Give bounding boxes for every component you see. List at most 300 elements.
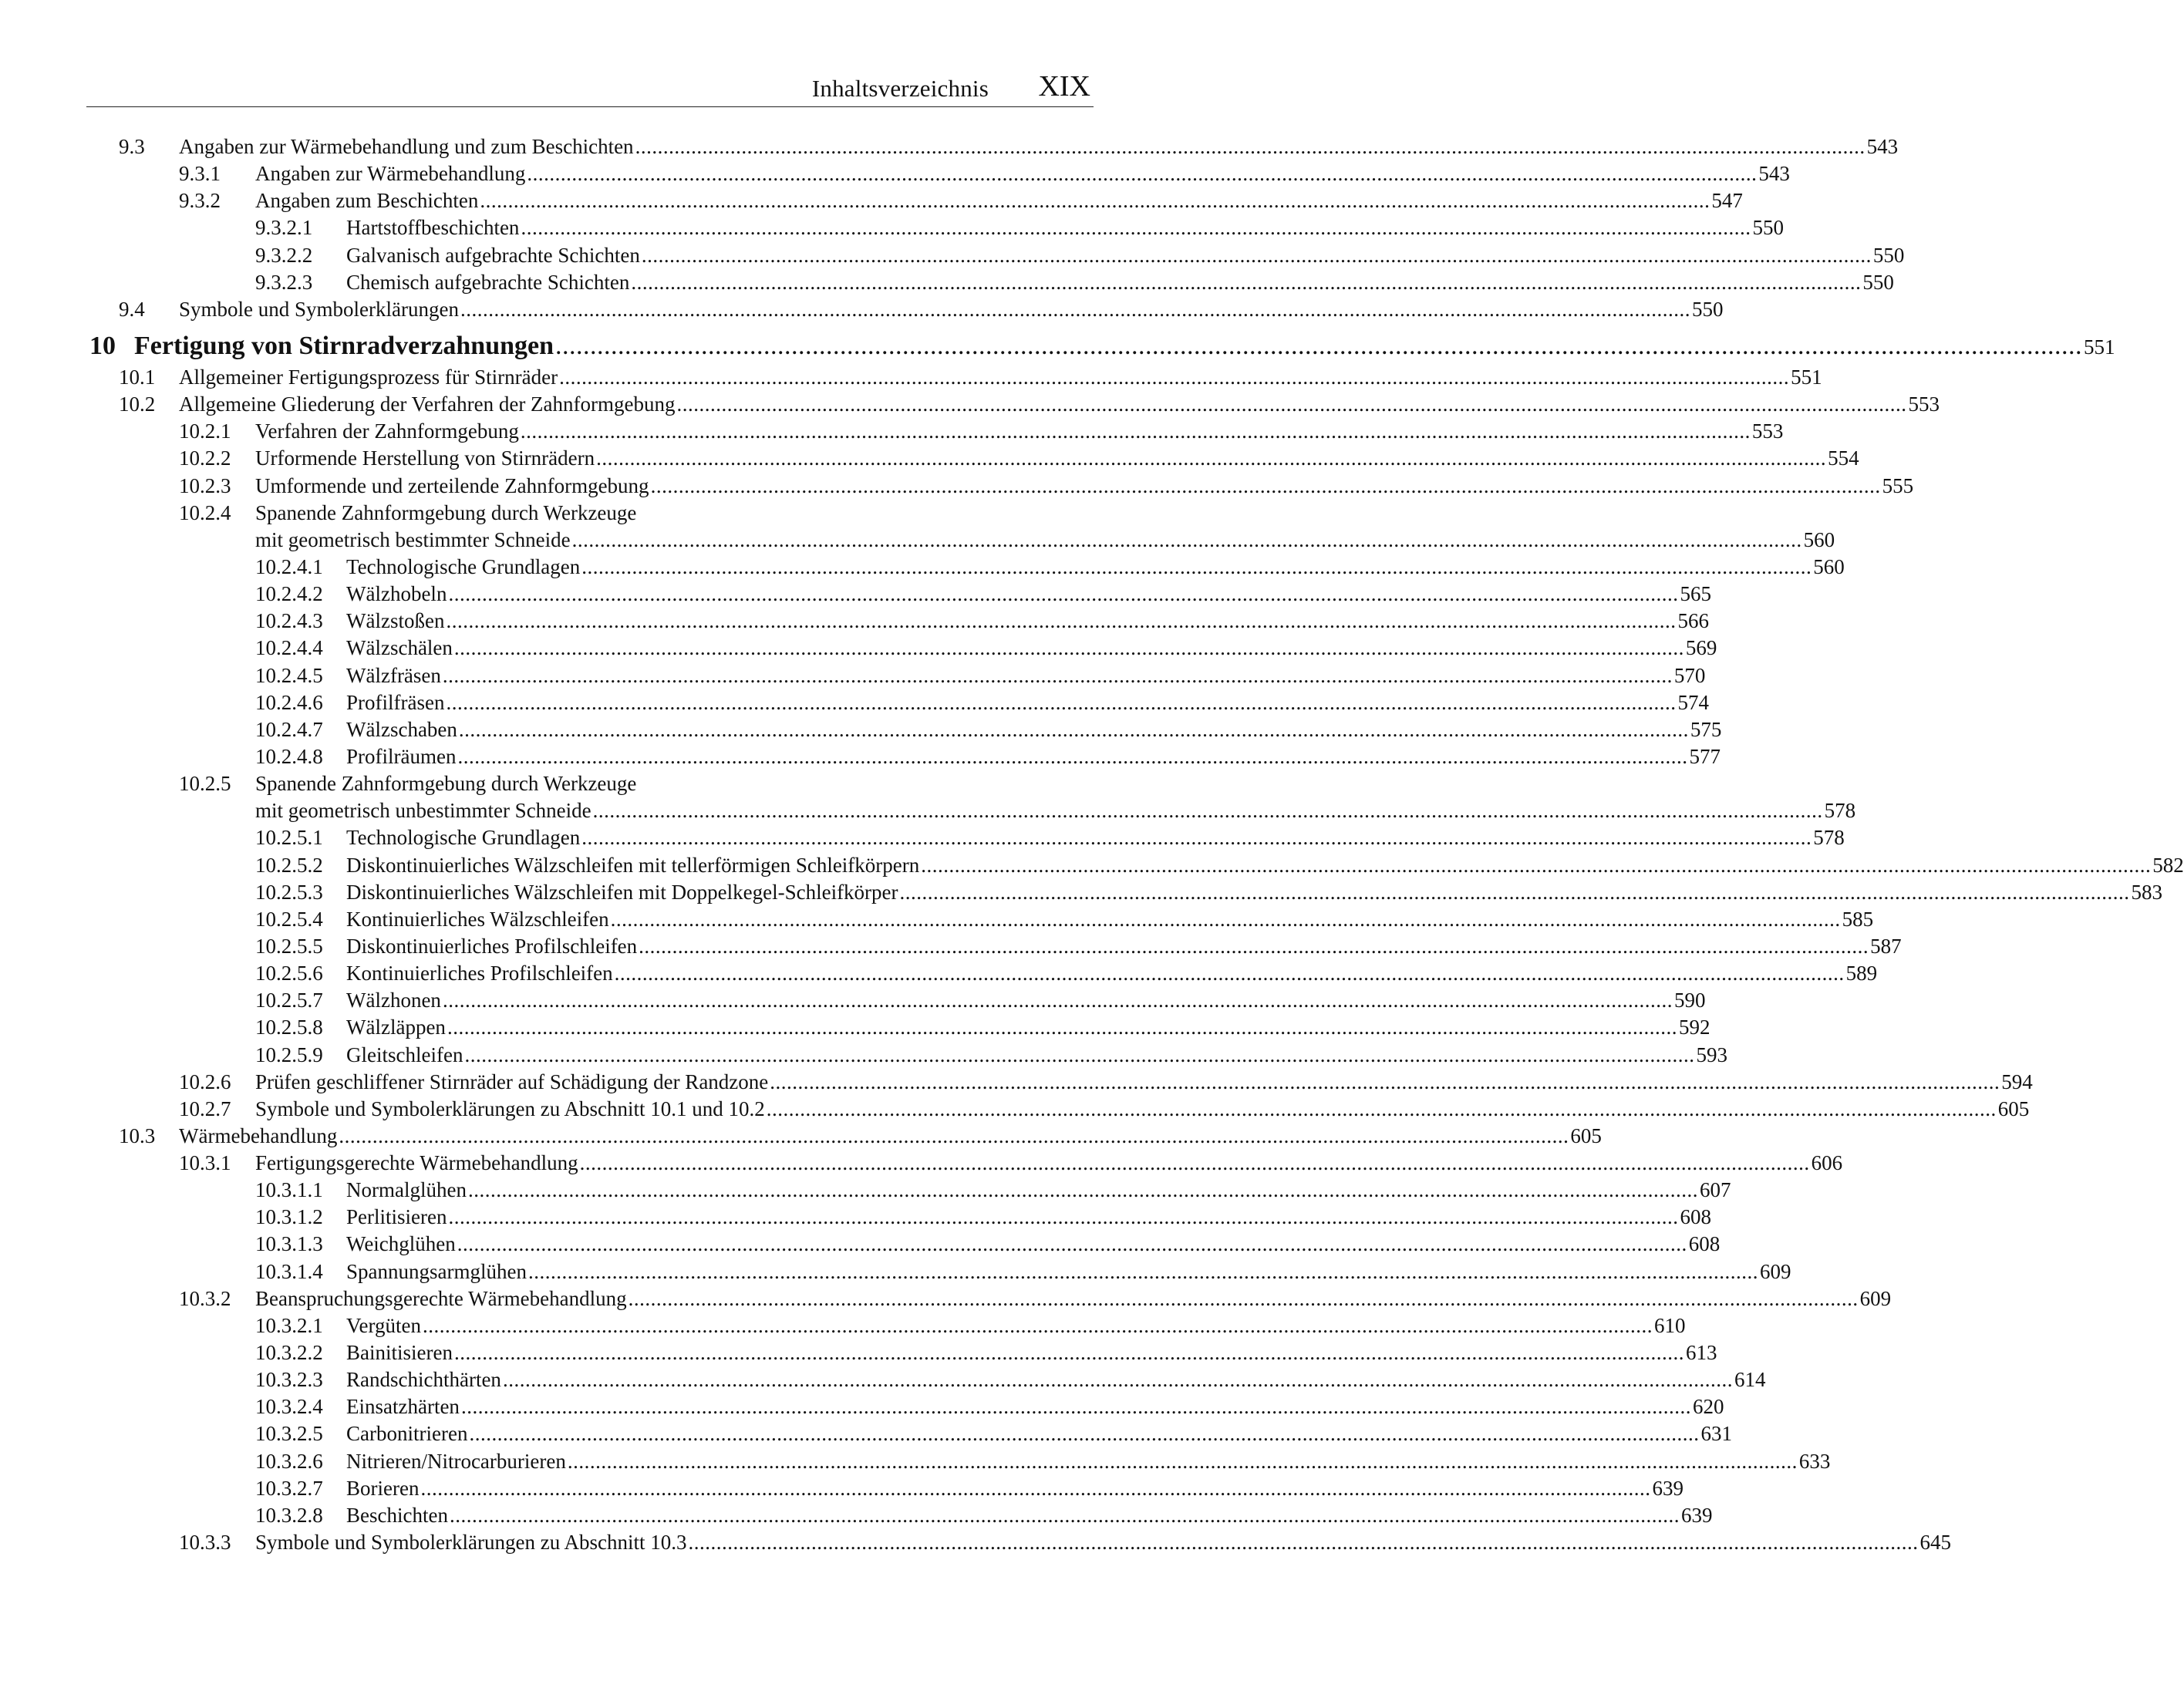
toc-entry-line: [346, 581, 1711, 608]
toc-entry-title: Galvanisch aufgebrachte Schichten: [346, 243, 640, 267]
toc-entry-page-number: 554: [1828, 446, 1859, 470]
toc-entry-page-number: 606: [1811, 1151, 1843, 1175]
toc-entry-line: [346, 1502, 1713, 1529]
dot-leader: ............................................................................................................................................................................................................................: [527, 162, 1758, 186]
toc-entry-number: 10.2.4: [179, 500, 231, 524]
toc-entry-title: Profilfräsen: [346, 690, 445, 714]
dot-leader: ............................................................................................................................................................................................................................: [628, 1286, 1859, 1310]
toc-entry-line: [179, 133, 1899, 160]
toc-entry-page-number: 582: [2152, 853, 2184, 877]
toc-entry-number: 10.3.1.1: [255, 1178, 323, 1202]
toc-entry[interactable]: [86, 269, 1894, 296]
toc-entry-title: Weichglühen: [346, 1232, 456, 1256]
toc-entry-number: 10.2.5.1: [255, 826, 323, 850]
toc-entry-page-number: 639: [1652, 1476, 1684, 1500]
toc-entry[interactable]: [86, 1204, 1711, 1231]
toc-entry-number: 9.3.2: [179, 189, 221, 213]
dot-leader: ............................................................................................................................................................................................................................: [521, 216, 1751, 240]
toc-entry-line: [255, 1529, 1951, 1556]
toc-entry-title: Wälzläppen: [346, 1016, 446, 1039]
toc-entry-title: mit geometrisch bestimmter Schneide: [255, 527, 571, 551]
toc-entry-number: 10.2.5.3: [255, 880, 323, 904]
toc-entry-number: 10.3.2.1: [255, 1313, 323, 1337]
toc-entry-page-number: 560: [1813, 554, 1845, 578]
toc-entry-title: Diskontinuierliches Profilschleifen: [346, 934, 638, 958]
toc-entry-page-number: 578: [1813, 826, 1845, 850]
toc-entry-page-number: 590: [1673, 989, 1706, 1012]
toc-entry-page-number: 609: [1759, 1259, 1791, 1283]
toc-entry[interactable]: [86, 1502, 1713, 1529]
toc-entry[interactable]: [86, 1339, 1717, 1366]
toc-entry-line: [346, 689, 1709, 716]
toc-entry[interactable]: [86, 689, 1709, 716]
dot-leader: ............................................................................................................................................................................................................................: [581, 554, 1812, 578]
toc-entry-line: [346, 1177, 1731, 1204]
toc-entry-line: [346, 608, 1709, 635]
dot-leader: ............................................................................................................................................................................................................................: [650, 473, 1881, 497]
toc-entry-line: [255, 1069, 2033, 1096]
toc-entry-title: Hartstoffbeschichten: [346, 216, 520, 240]
toc-entry-number: 10.2.5.8: [255, 1016, 323, 1039]
toc-entry-title: Prüfen geschliffener Stirnräder auf Schädigung der Randzone: [255, 1070, 769, 1093]
toc-entry-page-number: 645: [1919, 1531, 1951, 1555]
toc-entry-line: [134, 328, 2115, 365]
toc-entry-page-number: 566: [1677, 609, 1709, 633]
toc-entry[interactable]: [86, 1096, 2030, 1123]
toc-entry-number: 9.3: [119, 135, 145, 158]
toc-entry-number: 10.2.5.9: [255, 1043, 323, 1066]
toc-entry-page-number: 575: [1690, 717, 1722, 741]
dot-leader: ............................................................................................................................................................................................................................: [899, 880, 2130, 904]
toc-entry[interactable]: [86, 1448, 1831, 1475]
dot-leader: ............................................................................................................................................................................................................................: [614, 962, 1845, 985]
toc-entry-number: 10.2.1: [179, 419, 231, 443]
toc-entry-line: [346, 1339, 1717, 1366]
running-header-title: Inhaltsverzeichnis: [811, 75, 989, 102]
toc-entry-number: 10.2.5.6: [255, 962, 323, 985]
toc-entry[interactable]: [86, 635, 1717, 662]
dot-leader: ............................................................................................................................................................................................................................: [641, 243, 1872, 267]
toc-entry-title: Allgemeiner Fertigungsprozess für Stirnräder: [179, 365, 558, 389]
toc-entry-line: [255, 418, 1784, 445]
toc-entry-number: 10.2.3: [179, 473, 231, 497]
toc-chapter-entry[interactable]: [86, 328, 2115, 364]
toc-entry[interactable]: [86, 554, 1845, 581]
dot-leader: ............................................................................................................................................................................................................................: [527, 1259, 1758, 1283]
toc-entry[interactable]: [86, 242, 1905, 269]
toc-entry[interactable]: [86, 1177, 1731, 1204]
toc-entry-line: [255, 1150, 1843, 1177]
toc-entry-line: [346, 269, 1894, 296]
toc-entry-page-number: 594: [2001, 1070, 2033, 1093]
toc-entry-title: Verfahren der Zahnformgebung: [255, 419, 519, 443]
toc-entry-line: [255, 797, 1856, 824]
dot-leader: ............................................................................................................................................................................................................................: [442, 663, 1673, 687]
toc-entry-line: [255, 770, 636, 797]
dot-leader: ............................................................................................................................................................................................................................: [460, 297, 1690, 321]
toc-entry-page-number: 550: [1752, 216, 1784, 240]
dot-leader: ............................................................................................................................................................................................................................: [458, 717, 1689, 741]
toc-entry-title: Urformende Herstellung von Stirnrädern: [255, 446, 595, 470]
toc-entry-title: Wälzstoßen: [346, 609, 445, 633]
table-of-contents: [86, 133, 2184, 1556]
toc-entry-page-number: 609: [1859, 1286, 1892, 1310]
toc-entry-number: 10: [89, 331, 116, 360]
toc-entry-page-number: 550: [1872, 243, 1905, 267]
toc-entry-title: Spanende Zahnformgebung durch Werkzeuge: [255, 500, 637, 524]
toc-entry[interactable]: [86, 608, 1709, 635]
toc-entry-page-number: 574: [1677, 690, 1709, 714]
toc-entry-line: [346, 554, 1845, 581]
toc-entry-title: Wälzfräsen: [346, 663, 441, 687]
toc-entry-line: [346, 242, 1905, 269]
toc-entry[interactable]: [86, 418, 1784, 445]
toc-entry-page-number: 605: [1997, 1097, 2030, 1120]
toc-entry-line: [346, 1312, 1686, 1339]
dot-leader: ............................................................................................................................................................................................................................: [460, 1395, 1691, 1419]
toc-entry-title: Technologische Grundlagen: [346, 554, 581, 578]
toc-entry[interactable]: [86, 770, 1094, 797]
dot-leader: ............................................................................................................................................................................................................................: [571, 527, 1802, 551]
toc-entry[interactable]: [86, 987, 1706, 1014]
toc-entry-number: 10.3.3: [179, 1531, 231, 1555]
toc-entry-page-number: 578: [1824, 799, 1856, 823]
toc-entry-page-number: 570: [1673, 663, 1706, 687]
toc-entry-page-number: 620: [1692, 1395, 1724, 1419]
toc-entry-line: [346, 1475, 1684, 1502]
toc-entry-number: 10.2.4.5: [255, 663, 323, 687]
toc-entry-number: 10.2.4.8: [255, 744, 323, 768]
toc-entry[interactable]: [86, 187, 1743, 214]
toc-entry-number: 10.3.1.3: [255, 1232, 323, 1256]
toc-entry-number: 10.2.4.4: [255, 636, 323, 660]
toc-entry-title: Diskontinuierliches Wälzschleifen mit Doppelkegel-Schleifkörper: [346, 880, 898, 904]
toc-entry-title: Wälzschälen: [346, 636, 453, 660]
toc-entry-page-number: 592: [1678, 1016, 1710, 1039]
toc-entry-line: [346, 879, 2163, 906]
toc-entry-title: Bainitisieren: [346, 1341, 453, 1365]
toc-entry-number: 10.2.5.7: [255, 989, 323, 1012]
toc-entry-title: Randschichthärten: [346, 1368, 501, 1392]
toc-entry-number: 10.3.2.7: [255, 1476, 323, 1500]
toc-entry-line: [346, 933, 1902, 960]
toc-entry-title: Einsatzhärten: [346, 1395, 460, 1419]
toc-entry-line: [346, 960, 1878, 987]
toc-entry-title: Angaben zur Wärmebehandlung: [255, 162, 526, 186]
toc-entry[interactable]: [86, 1231, 1721, 1258]
toc-entry-number: 9.3.1: [179, 162, 221, 186]
dot-leader: ............................................................................................................................................................................................................................: [639, 934, 1869, 958]
toc-entry-title: Kontinuierliches Wälzschleifen: [346, 907, 609, 931]
toc-entry-line: [255, 445, 1859, 472]
dot-leader: ............................................................................................................................................................................................................................: [596, 446, 1827, 470]
dot-leader: ............................................................................................................................................................................................................................: [446, 609, 1677, 633]
toc-entry-line: [346, 1014, 1710, 1041]
toc-entry-line: [346, 1393, 1724, 1420]
toc-entry-title: Nitrieren/Nitrocarburieren: [346, 1449, 566, 1473]
toc-entry-line: [179, 296, 1724, 323]
toc-entry[interactable]: [86, 662, 1706, 689]
toc-entry-title: Diskontinuierliches Wälzschleifen mit tellerförmigen Schleifkörpern: [346, 853, 920, 877]
toc-entry-line: [346, 906, 1874, 933]
running-header-page-number: XIX: [1038, 70, 1090, 103]
toc-entry-title: Carbonitrieren: [346, 1422, 468, 1446]
toc-entry[interactable]: [86, 1475, 1684, 1502]
toc-entry-line: [255, 500, 636, 527]
toc-entry-title: Perlitisieren: [346, 1205, 447, 1229]
dot-leader: ............................................................................................................................................................................................................................: [766, 1097, 1997, 1120]
toc-entry-page-number: 639: [1680, 1503, 1713, 1527]
toc-entry-page-number: 605: [1570, 1124, 1602, 1147]
toc-entry-number: 10.3.2: [179, 1286, 231, 1310]
dot-leader: ............................................................................................................................................................................................................................: [676, 392, 1907, 416]
toc-entry[interactable]: [86, 527, 1835, 554]
toc-entry-line: [346, 1420, 1732, 1447]
toc-entry-page-number: 550: [1862, 270, 1894, 294]
toc-entry[interactable]: [86, 743, 1721, 770]
toc-entry-page-number: 593: [1696, 1043, 1727, 1066]
toc-entry[interactable]: [86, 473, 1914, 500]
toc-entry-title: Fertigungsgerechte Wärmebehandlung: [255, 1151, 578, 1175]
toc-entry-line: [346, 824, 1845, 851]
toc-entry-number: 10.3.1.4: [255, 1259, 323, 1283]
dot-leader: ............................................................................................................................................................................................................................: [464, 1043, 1695, 1066]
toc-entry-page-number: 608: [1688, 1232, 1721, 1256]
toc-entry-line: [255, 160, 1790, 187]
toc-entry-page-number: 587: [1870, 934, 1902, 958]
toc-entry[interactable]: [86, 581, 1711, 608]
toc-entry[interactable]: [86, 824, 1845, 851]
toc-entry-number: 10.2.4.1: [255, 554, 323, 578]
toc-entry[interactable]: [86, 1150, 1843, 1177]
toc-entry-title: Symbole und Symbolerklärungen: [179, 297, 459, 321]
toc-entry[interactable]: [86, 933, 1902, 960]
toc-entry-title: Wälzschaben: [346, 717, 457, 741]
toc-entry-number: 10.3.2.2: [255, 1341, 323, 1365]
toc-entry-number: 10.2.5.4: [255, 907, 323, 931]
toc-entry-line: [346, 662, 1706, 689]
toc-entry-number: 10.2.5.5: [255, 934, 323, 958]
toc-entry-line: [346, 635, 1717, 662]
toc-entry-title: Symbole und Symbolerklärungen zu Abschnitt 10.1 und 10.2: [255, 1097, 765, 1120]
toc-entry-page-number: 610: [1653, 1313, 1686, 1337]
dot-leader: ............................................................................................................................................................................................................................: [339, 1124, 1569, 1147]
toc-entry-title: Wälzhonen: [346, 989, 441, 1012]
toc-entry-page-number: 553: [1751, 419, 1784, 443]
toc-entry-title: Symbole und Symbolerklärungen zu Abschnitt 10.3: [255, 1531, 687, 1555]
toc-entry-title: Wälzhobeln: [346, 582, 447, 606]
dot-leader: ............................................................................................................................................................................................................................: [635, 135, 1866, 158]
dot-leader: ............................................................................................................................................................................................................................: [559, 365, 1790, 389]
toc-entry-title: Chemisch aufgebrachte Schichten: [346, 270, 630, 294]
toc-entry-page-number: 589: [1845, 962, 1878, 985]
page-header: [86, 71, 1094, 107]
toc-entry[interactable]: [86, 960, 1878, 987]
toc-entry-page-number: 543: [1758, 162, 1790, 186]
toc-entry-title: Gleitschleifen: [346, 1043, 463, 1066]
toc-entry-title: Fertigung von Stirnradverzahnungen: [134, 331, 554, 360]
dot-leader: ............................................................................................................................................................................................................................: [453, 1341, 1684, 1365]
dot-leader: ............................................................................................................................................................................................................................: [442, 989, 1673, 1012]
dot-leader: ............................................................................................................................................................................................................................: [457, 744, 1688, 768]
toc-entry[interactable]: [86, 160, 1790, 187]
dot-leader: ............................................................................................................................................................................................................................: [592, 799, 1823, 823]
toc-entry-title: Kontinuierliches Profilschleifen: [346, 962, 613, 985]
dot-leader: ............................................................................................................................................................................................................................: [520, 419, 1751, 443]
dot-leader: ............................................................................................................................................................................................................................: [447, 1016, 1677, 1039]
toc-entry-title: Wärmebehandlung: [179, 1124, 338, 1147]
toc-entry[interactable]: [86, 716, 1722, 743]
toc-entry-number: 10.3: [119, 1124, 156, 1147]
dot-leader: ............................................................................................................................................................................................................................: [631, 270, 1862, 294]
toc-entry-line: [346, 1366, 1766, 1393]
dot-leader: ............................................................................................................................................................................................................................: [688, 1531, 1919, 1555]
toc-entry-page-number: 551: [1791, 365, 1822, 389]
dot-leader: ............................................................................................................................................................................................................................: [420, 1476, 1651, 1500]
toc-entry-page-number: 565: [1680, 582, 1711, 606]
toc-entry-page-number: 585: [1842, 907, 1874, 931]
toc-entry-page-number: 577: [1689, 744, 1721, 768]
toc-entry-number: 9.3.2.1: [255, 216, 313, 240]
toc-entry-number: 10.2.5.2: [255, 853, 323, 877]
toc-entry-number: 10.2.7: [179, 1097, 231, 1120]
toc-entry[interactable]: [86, 1312, 1686, 1339]
toc-entry-page-number: 555: [1882, 473, 1914, 497]
toc-entry[interactable]: [86, 1014, 1710, 1041]
toc-entry[interactable]: [86, 364, 1822, 391]
dot-leader: ............................................................................................................................................................................................................................: [921, 853, 2152, 877]
toc-entry-number: 10.3.2.8: [255, 1503, 323, 1527]
toc-entry[interactable]: [86, 1042, 1727, 1069]
toc-entry[interactable]: [86, 445, 1859, 472]
toc-entry-title: Angaben zum Beschichten: [255, 189, 479, 213]
toc-entry[interactable]: [86, 500, 1094, 527]
toc-entry-line: [346, 1042, 1727, 1069]
toc-entry-page-number: 631: [1700, 1422, 1732, 1446]
toc-entry-page-number: 551: [2084, 335, 2115, 359]
toc-entry[interactable]: [86, 391, 1940, 418]
toc-entry-line: [255, 473, 1914, 500]
dot-leader: ............................................................................................................................................................................................................................: [770, 1070, 2000, 1093]
toc-entry-number: 10.3.2.6: [255, 1449, 323, 1473]
dot-leader: ............................................................................................................................................................................................................................: [453, 636, 1684, 660]
toc-entry-title: Beanspruchungsgerechte Wärmebehandlung: [255, 1286, 627, 1310]
toc-entry-number: 10.3.2.3: [255, 1368, 323, 1392]
dot-leader: ............................................................................................................................................................................................................................: [422, 1313, 1653, 1337]
toc-entry-title: Spanende Zahnformgebung durch Werkzeuge: [255, 772, 637, 796]
toc-entry-number: 10.2.4.2: [255, 582, 323, 606]
toc-entry-number: 10.2.2: [179, 446, 231, 470]
toc-entry[interactable]: [86, 1123, 1602, 1150]
toc-entry-number: 10.3.2.4: [255, 1395, 323, 1419]
toc-entry-number: 10.3.1: [179, 1151, 231, 1175]
toc-entry[interactable]: [86, 133, 1899, 160]
toc-entry[interactable]: [86, 214, 1784, 241]
toc-entry-page-number: 543: [1866, 135, 1899, 158]
toc-entry-number: 9.4: [119, 297, 145, 321]
toc-entry-line: [255, 527, 1835, 554]
toc-entry-title: mit geometrisch unbestimmter Schneide: [255, 799, 592, 823]
toc-entry-title: Beschichten: [346, 1503, 448, 1527]
toc-entry-title: Angaben zur Wärmebehandlung und zum Beschichten: [179, 135, 634, 158]
toc-entry-number: 10.3.2.5: [255, 1422, 323, 1446]
toc-entry[interactable]: [86, 1420, 1732, 1447]
toc-entry-line: [346, 852, 2184, 879]
dot-leader: ............................................................................................................................................................................................................................: [448, 582, 1679, 606]
toc-entry[interactable]: [86, 852, 2184, 879]
toc-entry[interactable]: [86, 1529, 1951, 1556]
toc-entry[interactable]: [86, 1285, 1892, 1312]
toc-entry-title: Allgemeine Gliederung der Verfahren der Zahnformgebung: [179, 392, 676, 416]
toc-entry-title: Spannungsarmglühen: [346, 1259, 527, 1283]
toc-entry-line: [179, 1123, 1602, 1150]
dot-leader: ............................................................................................................................................................................................................................: [469, 1422, 1700, 1446]
toc-entry-title: Normalglühen: [346, 1178, 467, 1202]
toc-entry-line: [346, 1231, 1721, 1258]
toc-entry-line: [179, 391, 1940, 418]
toc-entry-line: [255, 1285, 1892, 1312]
toc-entry-title: Borieren: [346, 1476, 420, 1500]
toc-entry-line: [346, 987, 1706, 1014]
toc-entry[interactable]: [86, 906, 1874, 933]
dot-leader: ............................................................................................................................................................................................................................: [448, 1205, 1679, 1229]
toc-entry-page-number: 560: [1803, 527, 1835, 551]
toc-entry[interactable]: [86, 797, 1856, 824]
dot-leader: ............................................................................................................................................................................................................................: [446, 690, 1677, 714]
toc-entry-page-number: 613: [1685, 1341, 1717, 1365]
toc-entry[interactable]: [86, 1393, 1724, 1420]
toc-entry-line: [346, 743, 1721, 770]
toc-entry-page-number: 583: [2131, 880, 2163, 904]
toc-entry-number: 10.2.4.3: [255, 609, 323, 633]
toc-entry-page-number: 547: [1711, 189, 1743, 213]
toc-entry-number: 9.3.2.3: [255, 270, 313, 294]
toc-entry-number: 10.2.4.7: [255, 717, 323, 741]
toc-entry-title: Profilräumen: [346, 744, 457, 768]
dot-leader: ............................................................................................................................................................................................................................: [467, 1178, 1698, 1202]
toc-entry-number: 10.2.6: [179, 1070, 231, 1093]
toc-entry-number: 10.3.1.2: [255, 1205, 323, 1229]
toc-entry-page-number: 607: [1699, 1178, 1731, 1202]
dot-leader: ............................................................................................................................................................................................................................: [581, 826, 1812, 850]
toc-entry-number: 9.3.2.2: [255, 243, 313, 267]
toc-entry-title: Vergüten: [346, 1313, 421, 1337]
toc-entry-page-number: 553: [1908, 392, 1940, 416]
toc-entry[interactable]: [86, 1258, 1791, 1285]
toc-entry[interactable]: [86, 1366, 1766, 1393]
toc-entry-page-number: 608: [1680, 1205, 1711, 1229]
toc-entry-number: 10.2: [119, 392, 156, 416]
dot-leader: ............................................................................................................................................................................................................................: [555, 331, 2083, 360]
toc-entry[interactable]: [86, 879, 2163, 906]
toc-entry-page-number: 569: [1685, 636, 1717, 660]
toc-entry[interactable]: [86, 1069, 2033, 1096]
toc-entry-number: 10.2.5: [179, 772, 231, 796]
toc-entry-line: [346, 1258, 1791, 1285]
toc-entry-line: [346, 716, 1722, 743]
toc-entry-page-number: 614: [1734, 1368, 1766, 1392]
dot-leader: ............................................................................................................................................................................................................................: [567, 1449, 1798, 1473]
toc-entry-line: [179, 364, 1822, 391]
toc-entry[interactable]: [86, 296, 1724, 323]
toc-entry-line: [346, 1204, 1711, 1231]
dot-leader: ............................................................................................................................................................................................................................: [610, 907, 1841, 931]
toc-entry-title: Umformende und zerteilende Zahnformgebung: [255, 473, 649, 497]
dot-leader: ............................................................................................................................................................................................................................: [502, 1368, 1733, 1392]
toc-entry-page-number: 633: [1798, 1449, 1831, 1473]
toc-entry-number: 10.2.4.6: [255, 690, 323, 714]
toc-entry-title: Technologische Grundlagen: [346, 826, 581, 850]
